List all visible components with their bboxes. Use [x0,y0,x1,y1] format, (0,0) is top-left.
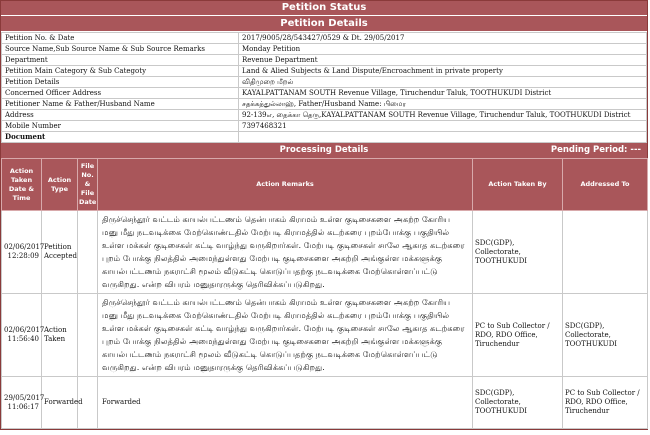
page-title: Petition Status [1,1,647,16]
processing-details-header [1,143,647,158]
cell-addressed-to [563,211,648,294]
detail-label: Petition Details [2,77,239,88]
cell-action-remarks: திருச்செந்தூர் வட்டம் காயல்பட்டணம் தென்பாகம் கிராமம் உள்ள குடிசைகளை அகற்ற கோரிய மனு மீது நடவடிக்கை மேற்கொண்டதில் மேற்படி கிராமத்தில் கடற்கரை புறம்போக்கு பகுதியில் உள்ள மக்கள் குடிசைகள் கட்டி வாழ்ந்து வருகிறார்கள். மேற்படி குடிசைகள் சாலே ஆகாத கடற்கரை புறம் போக்கு நிலத்தில் அமைந்துள்ளது மேற்படி குடிசைகளை அகற்றி அங்குள்ள மக்களுக்கு காயல்பட்டணம் நகராட்சி மூலம் வீடுகட்டி கொடுப்பதற்கு நடவடிக்கை மேற்கொள்ளப்பட்டு வருகிறது. என்ற விபரம் மனுதாரருக்கு தெரிவிக்கப்படுகிறது. [98,294,473,377]
detail-row [2,66,647,77]
cell-addressed-to: PC to Sub Collector / RDO, RDO Office, Tiruchendur [563,377,648,429]
cell-file-no [78,211,98,294]
cell-action-taken-by: SDC(GDP), Collectorate, TOOTHUKUDI [473,211,563,294]
detail-value: 7397468321 [239,121,647,132]
detail-label: Petitioner Name & Father/Husband Name [2,99,239,110]
pending-period-label: Pending Period: --- [550,145,641,155]
col-header-file: File No. & File Date [78,159,98,211]
table-row [2,211,648,294]
detail-value [239,132,647,143]
action-date: 29/05/2017 [4,393,45,402]
cell-action-remarks: Forwarded [98,377,473,429]
cell-action-taken-by: PC to Sub Collector / RDO, RDO Office, Tiruchendur [473,294,563,377]
col-header-by: Action Taken By [473,159,563,211]
action-time: 12:28:09 [7,252,39,260]
detail-label: Address [2,110,239,121]
processing-details-title: Processing Details [279,145,369,155]
detail-row [2,44,647,55]
detail-value: 2017/9005/28/543427/0529 & Dt. 29/05/2017 [239,33,647,44]
cell-date-time [2,294,45,377]
detail-label: Mobile Number [2,121,239,132]
detail-value: Land & Alied Subjects & Land Dispute/Encroachment in private property [239,66,647,77]
detail-value: Revenue Department [239,55,647,66]
detail-label: Document [2,132,239,143]
table-row [2,294,648,377]
detail-label: Concerned Officer Address [2,88,239,99]
detail-value: 92-139எ, தைக்கா தெரு,KAYALPATTANAM SOUTH Revenue Village, Tiruchendur Taluk, TOOTHUKUDI District [239,110,647,121]
petition-details-table [1,32,647,143]
detail-row [2,99,647,110]
table-row [2,377,648,429]
detail-row [2,77,647,88]
petition-details-heading: Petition Details [1,16,647,32]
cell-date-time [2,377,45,429]
col-header-remarks: Action Remarks [98,159,473,211]
action-date: 02/06/2017 [4,243,45,251]
cell-action-type: Petition Accepted [42,211,78,294]
detail-value: KAYALPATTANAM SOUTH Revenue Village, Tiruchendur Taluk, TOOTHUKUDI District [239,88,647,99]
processing-table [1,158,648,429]
cell-addressed-to: SDC(GDP), Collectorate, TOOTHUKUDI [563,294,648,377]
action-time: 11:56:40 [7,335,39,343]
detail-value: சதக்கத்துல்லாஹ், Father/Husband Name: பிமைர [239,99,647,110]
cell-file-no [78,294,98,377]
detail-row [2,121,647,132]
col-header-date: Action Taken Date & Time [2,159,42,211]
col-header-to: Addressed To [563,159,648,211]
detail-row [2,55,647,66]
cell-action-type: Action Taken [42,294,78,377]
detail-row [2,88,647,99]
cell-action-remarks: திருச்செந்தூர் வட்டம் காயல்பட்டணம் தென்பாகம் கிராமம் உள்ள குடிசைகளை அகற்ற கோரிய மனு மீது நடவடிக்கை மேற்கொண்டதில் மேற்படி கிராமத்தில் கடற்கரை புறம்போக்கு பகுதியில் உள்ள மக்கள் குடிசைகள் கட்டி வாழ்ந்து வருகிறார்கள். மேற்படி குடிசைகள் சாலே ஆகாத கடற்கரை புறம் போக்கு நிலத்தில் அமைந்துள்ளது மேற்படி குடிசைகளை அகற்றி அங்குள்ள மக்களுக்கு காயல்பட்டணம் நகராட்சி மூலம் வீடுகட்டி கொடுப்பதற்கு நடவடிக்கை மேற்கொள்ளப்பட்டு வருகிறது. என்ற விபரம் மனுதாரருக்கு தெரிவிக்கப்படுகிறது. [98,211,473,294]
detail-label: Petition No. & Date [2,33,239,44]
detail-label: Department [2,55,239,66]
cell-action-taken-by: SDC(GDP), Collectorate, TOOTHUKUDI [473,377,563,429]
action-date: 02/06/2017 [4,326,45,334]
action-time: 11:06:17 [7,402,39,411]
col-header-type: Action Type [42,159,78,211]
detail-row [2,33,647,44]
detail-row [2,110,647,121]
detail-row [2,132,647,143]
detail-label: Petition Main Category & Sub Categoty [2,66,239,77]
detail-value: Monday Petition [239,44,647,55]
detail-value: விதிமுறை மீறல் [239,77,647,88]
detail-label: Source Name,Sub Source Name & Sub Source Remarks [2,44,239,55]
cell-action-type: Forwarded [42,377,78,429]
cell-date-time [2,211,45,294]
